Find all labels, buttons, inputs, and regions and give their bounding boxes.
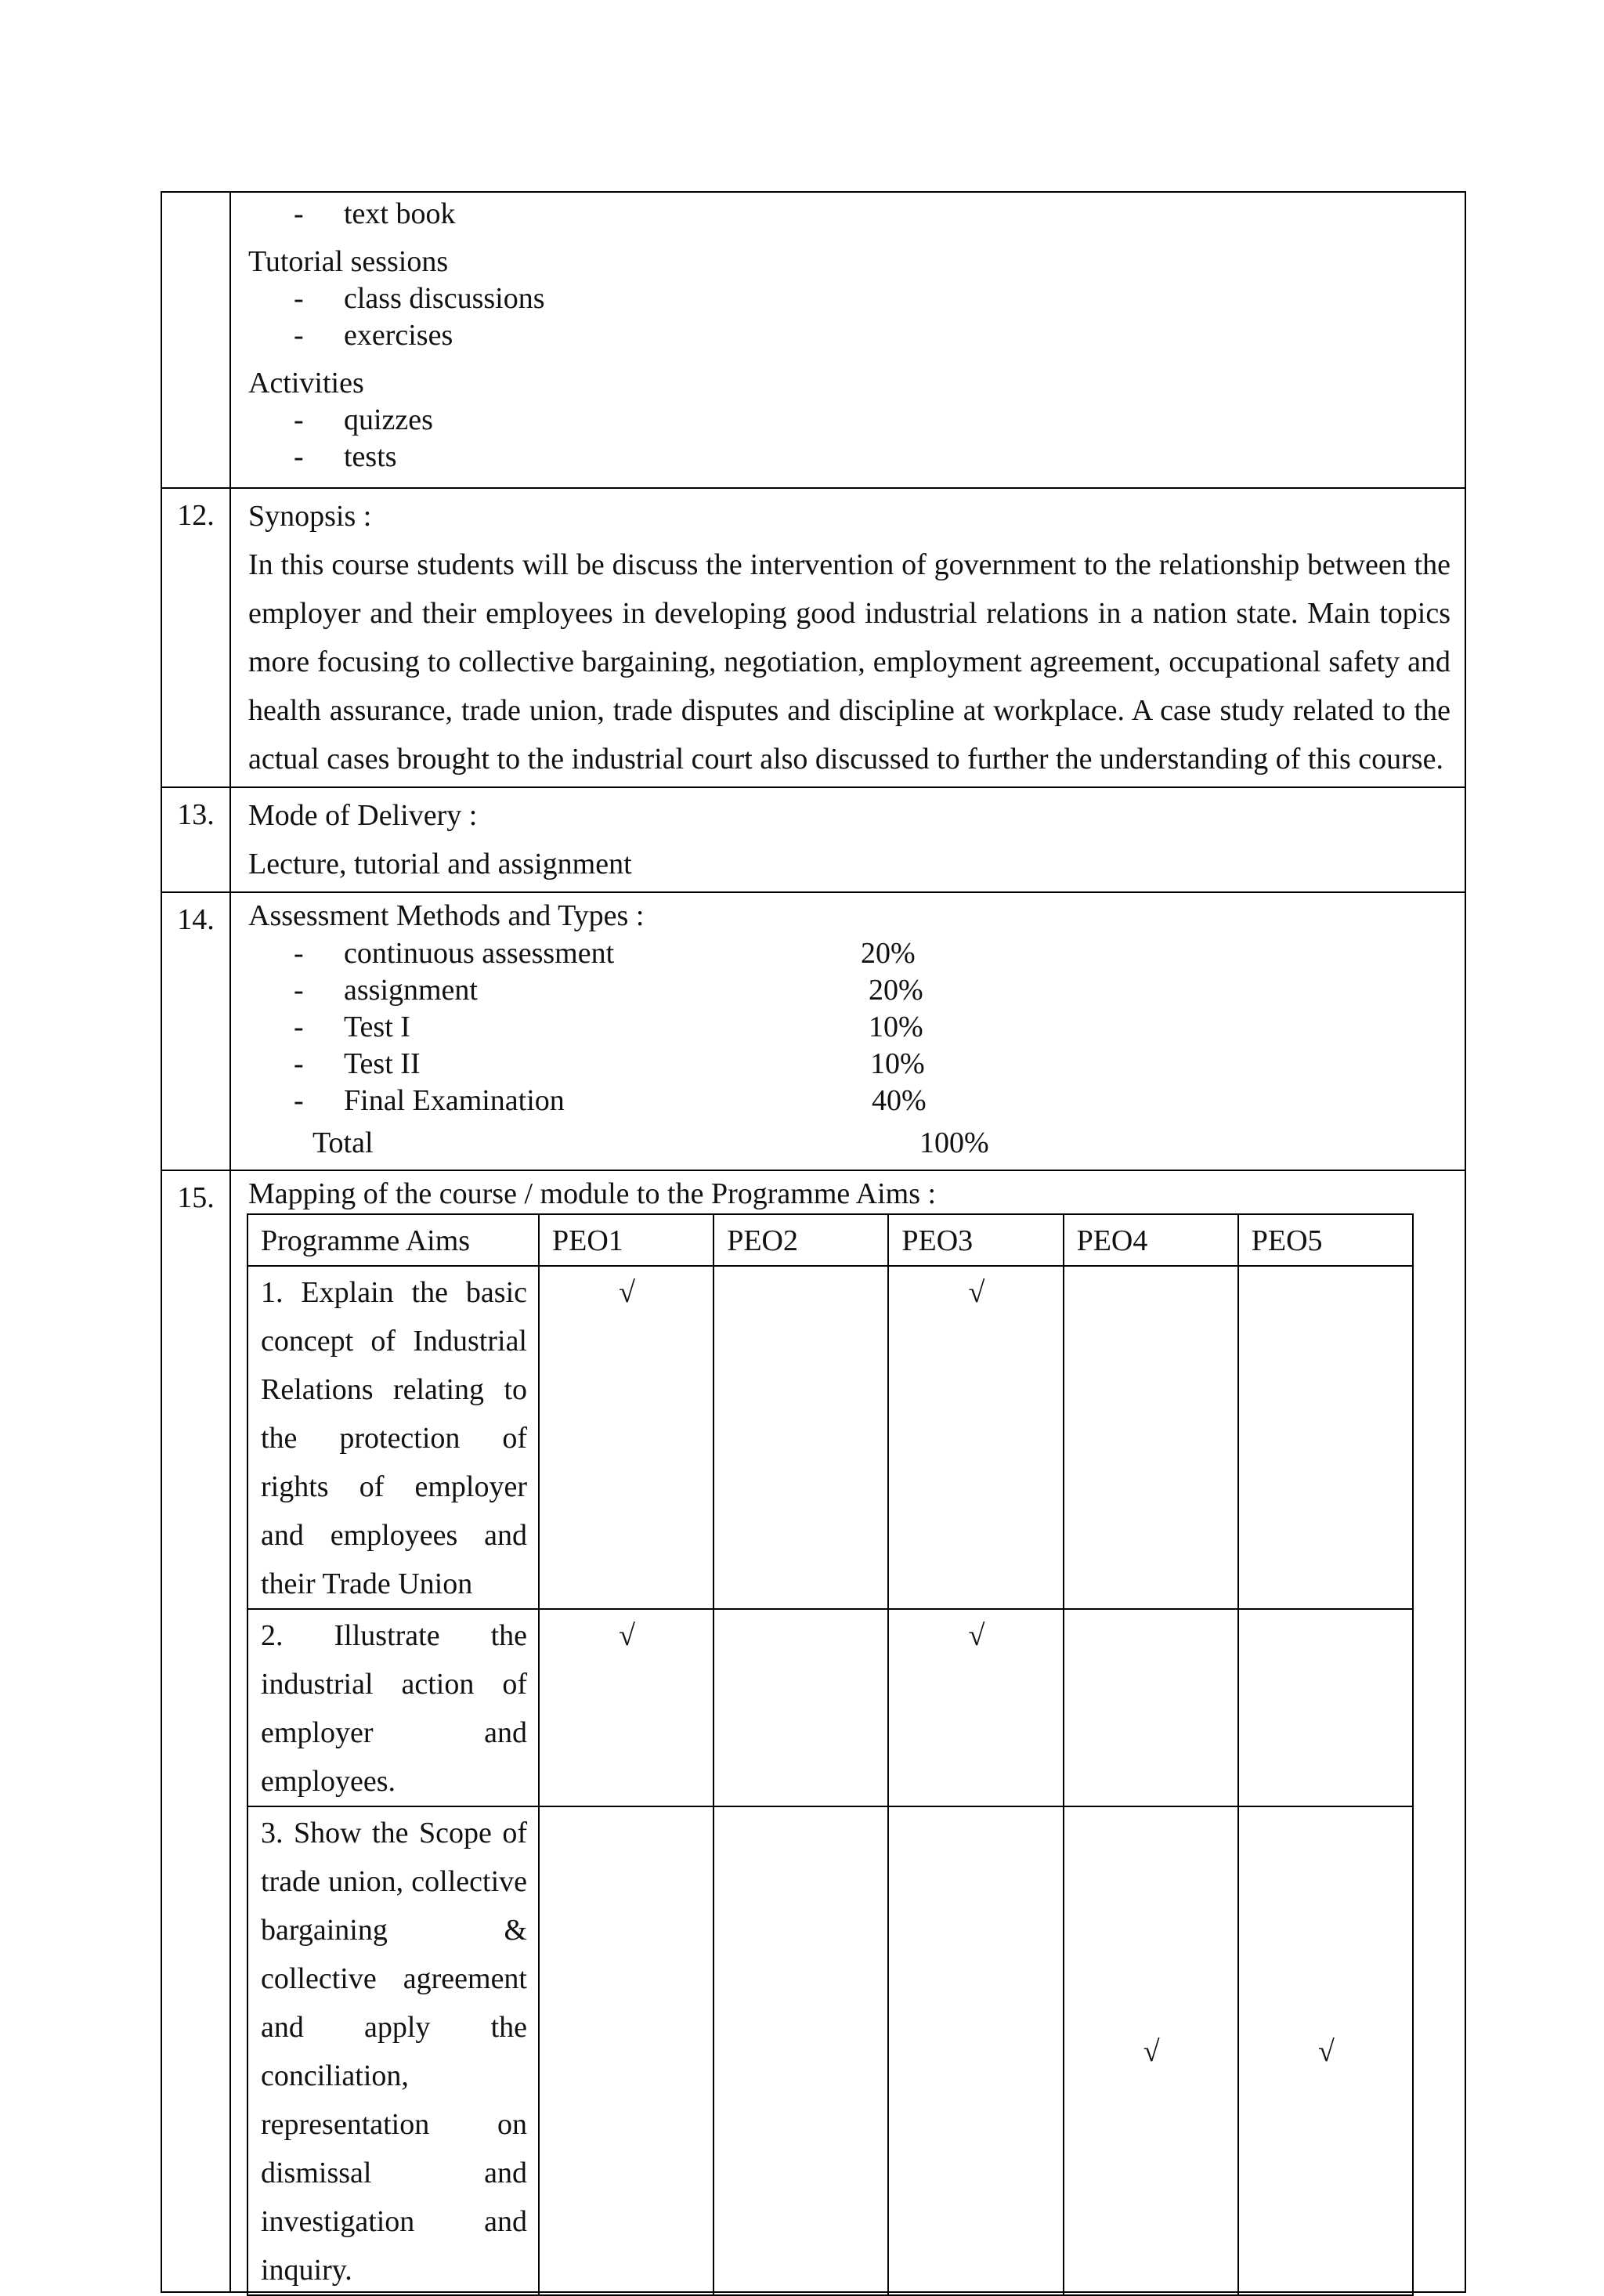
delivery-text: Lecture, tutorial and assignment <box>248 848 632 880</box>
check-cell <box>539 1609 713 1806</box>
check-mark-icon: √ <box>968 1619 985 1652</box>
table-row <box>247 1609 1413 1806</box>
list-item: - class discussions <box>294 282 545 315</box>
table-row <box>247 1266 1413 1609</box>
check-cell <box>1238 1266 1413 1609</box>
row-number: 15. <box>161 1170 230 2292</box>
check-cell <box>1064 1609 1238 1806</box>
check-cell <box>888 1266 1063 1609</box>
mapping-table <box>247 1213 1414 2296</box>
assessment-item: - assignment 20% <box>294 974 923 1007</box>
synopsis-text: In this course students will be discuss the intervention of government to the relationship between the employer and their employees in developing good industrial relations in a nation state. Main topics more focusing to collective bargaining, negotiation, employment agreement, occupational safety and health assurance, trade union, trade disputes and discipline at workplace. A case study related to the actual cases brought to the industrial court also discussed to further the understanding of this course. <box>248 548 1450 776</box>
synopsis-content <box>230 488 1465 787</box>
table-row <box>247 1806 1413 2295</box>
row-number: 12. <box>161 488 230 787</box>
assessment-item: - continuous assessment 20% <box>294 937 916 970</box>
list-item: - tests <box>294 440 397 473</box>
tutorial-heading: Tutorial sessions <box>248 245 449 278</box>
check-cell <box>713 1609 888 1806</box>
mapping-header-row <box>247 1214 1413 1266</box>
row-mapping <box>161 1170 1465 2292</box>
check-cell <box>539 1806 713 2295</box>
aim-text: 1. Explain the basic concept of Industrial Relations relating to the protection of rights of employer and employees and their Trade Union <box>247 1266 539 1609</box>
synopsis-heading: Synopsis : <box>248 500 372 533</box>
row-number: 13. <box>161 787 230 892</box>
check-cell <box>713 1806 888 2295</box>
course-info-table <box>161 191 1466 2293</box>
header-peo2: PEO2 <box>713 1214 888 1266</box>
check-mark-icon: √ <box>619 1619 636 1652</box>
check-cell <box>1238 1609 1413 1806</box>
row-number: 14. <box>161 892 230 1170</box>
check-cell <box>1238 1806 1413 2295</box>
activities-heading: Activities <box>248 367 364 400</box>
header-peo4: PEO4 <box>1064 1214 1238 1266</box>
list-item: - quizzes <box>294 403 433 436</box>
check-cell <box>888 1609 1063 1806</box>
header-peo5: PEO5 <box>1238 1214 1413 1266</box>
header-peo3: PEO3 <box>888 1214 1063 1266</box>
aim-text: 3. Show the Scope of trade union, collective bargaining & collective agreement and apply the conciliation, representation on dismissal and investigation and inquiry. <box>247 1806 539 2295</box>
check-cell <box>1064 1266 1238 1609</box>
check-cell <box>888 1806 1063 2295</box>
assessment-total: Total 100% <box>312 1126 989 1159</box>
assessment-item: - Test I 10% <box>294 1011 923 1043</box>
check-mark-icon: √ <box>968 1276 985 1309</box>
assessment-content <box>230 892 1465 1170</box>
row-number-empty <box>161 192 230 488</box>
header-programme-aims: Programme Aims <box>247 1214 539 1266</box>
aim-text: 2. Illustrate the industrial action of employer and employees. <box>247 1609 539 1806</box>
check-cell <box>713 1266 888 1609</box>
header-peo1: PEO1 <box>539 1214 713 1266</box>
list-item: - text book <box>294 197 456 230</box>
assessment-item: - Final Examination 40% <box>294 1084 927 1117</box>
check-mark-icon: √ <box>1317 2035 1335 2068</box>
delivery-content <box>230 787 1465 892</box>
assessment-item: - Test II 10% <box>294 1047 925 1080</box>
row-synopsis <box>161 488 1465 787</box>
row-assessment <box>161 892 1465 1170</box>
row-mode-of-delivery <box>161 787 1465 892</box>
check-cell <box>1064 1806 1238 2295</box>
list-item: - exercises <box>294 319 453 352</box>
delivery-heading: Mode of Delivery : <box>248 799 478 832</box>
mapping-heading: Mapping of the course / module to the Programme Aims : <box>248 1177 937 1210</box>
assessment-heading: Assessment Methods and Types : <box>248 899 645 932</box>
check-mark-icon: √ <box>1143 2035 1160 2068</box>
mapping-content <box>230 1170 1465 2292</box>
check-cell <box>539 1266 713 1609</box>
row-teaching-methods <box>161 192 1465 488</box>
teaching-methods-content <box>230 192 1465 488</box>
check-mark-icon: √ <box>619 1276 636 1309</box>
